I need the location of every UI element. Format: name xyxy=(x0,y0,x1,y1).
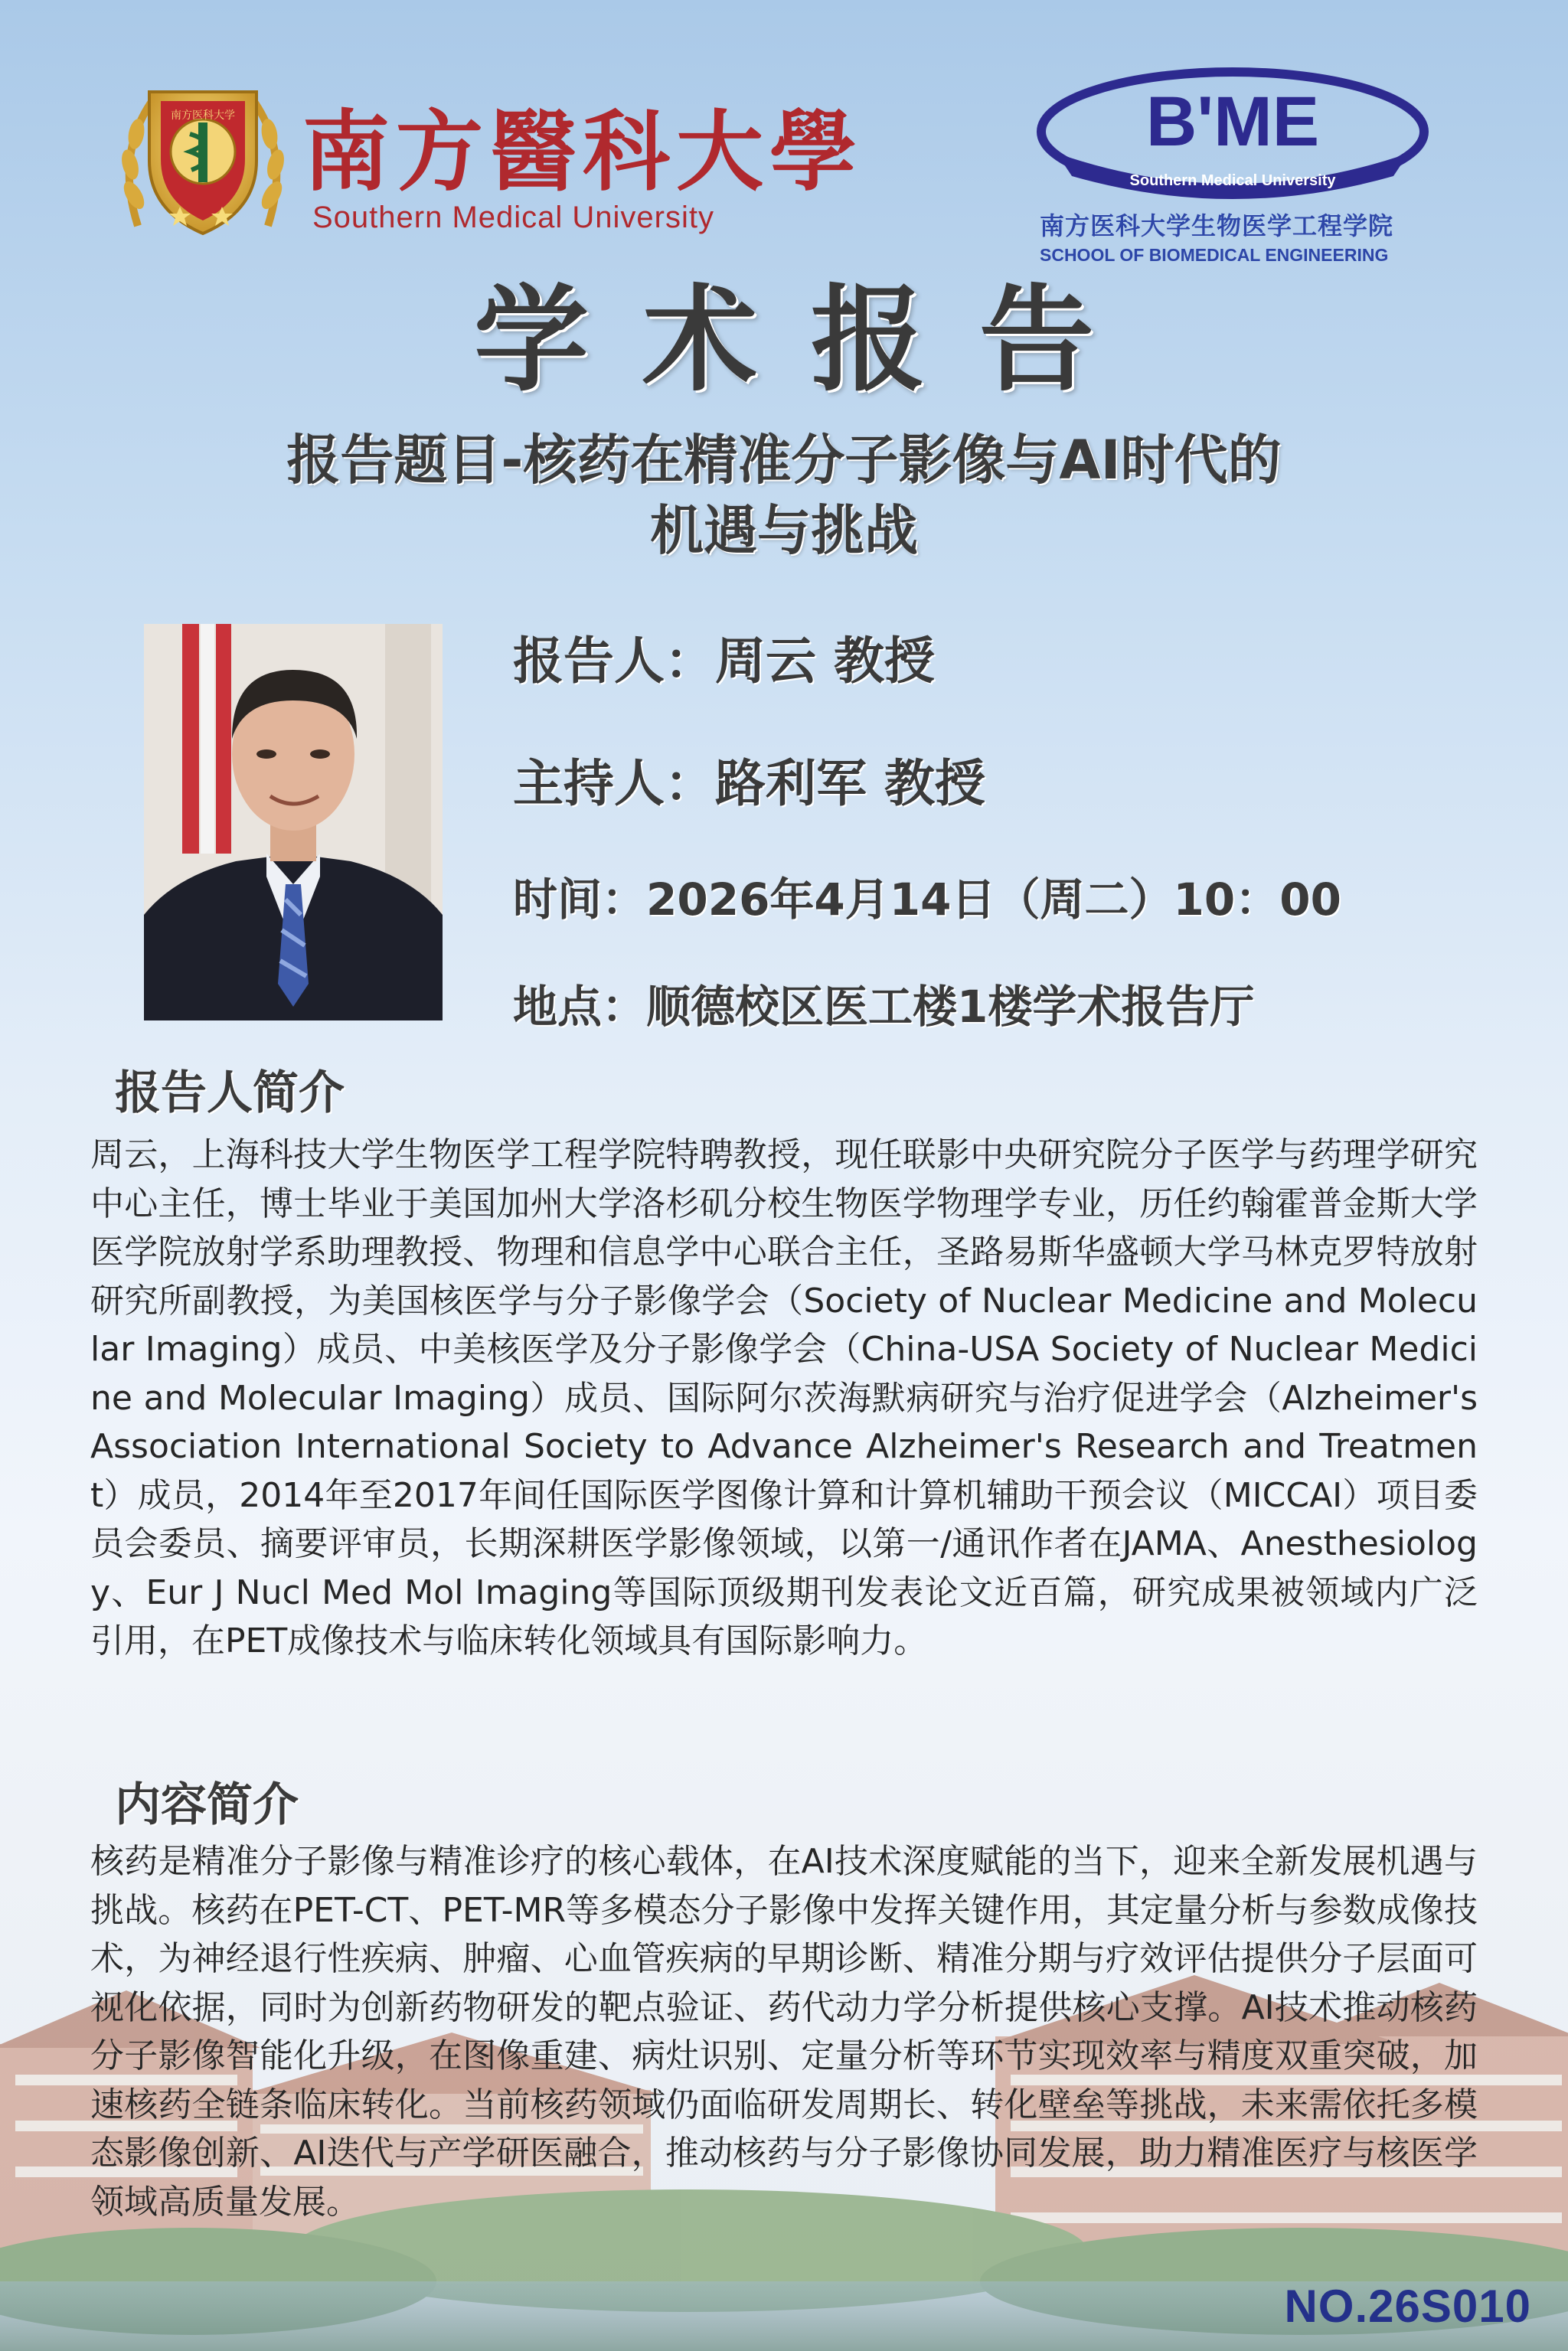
content-heading: 内容简介 xyxy=(115,1778,299,1832)
speaker-portrait-icon xyxy=(144,624,443,1020)
content-text: 核药是精准分子影像与精准诊疗的核心载体，在AI技术深度赋能的当下，迎来全新发展机遇与挑战。核药在PET-CT、PET-MR等多模态分子影像中发挥关键作用，其定量分析与参数成像技术，为神经退行性疾病、肿瘤、心血管疾病的早期诊断、精准分期与疗效评估提供分子层面可视化依据，同时为创新药物研发的靶点验证、药代动力学分析提供核心支撑。AI技术推动核药分子影像智能化升级，在图像重建、病灶识别、定量分析等环节实现效率与精度双重突破，加速核药全链条临床转化。当前核药领域仍面临研发周期长、转化壁垒等挑战，未来需依托多模态影像创新、AI迭代与产学研医融合，推动核药与分子影像协同发展，助力精准医疗与核医学领域高质量发展。 xyxy=(90,1842,1478,2222)
smu-crest-icon xyxy=(107,54,299,245)
poster-title: 学术报告 xyxy=(473,274,1148,407)
university-name-en: Southern Medical University xyxy=(312,201,714,234)
bme-logo-icon xyxy=(1034,61,1432,207)
university-name-cn: 南方醫科大學 xyxy=(302,100,864,203)
talk-title-line1: 报告题目-核药在精准分子影像与AI时代的 xyxy=(286,429,1282,491)
venue-line: 地点：顺德校区医工楼1楼学术报告厅 xyxy=(513,981,1255,1033)
bio-heading: 报告人简介 xyxy=(115,1066,345,1120)
speaker-photo xyxy=(144,624,443,1020)
speaker-line: 报告人：周云 教授 xyxy=(513,632,935,691)
bme-abbr: B'ME xyxy=(1145,83,1320,161)
poster-number: NO.26S010 xyxy=(1284,2281,1531,2332)
talk-title-line2: 机遇与挑战 xyxy=(650,499,918,562)
bio-text: 周云，上海科技大学生物医学工程学院特聘教授，现任联影中央研究院分子医学与药理学研究中心主任，博士毕业于美国加州大学洛杉矶分校生物医学物理学专业，历任约翰霍普金斯大学医学院放射学系助理教授、物理和信息学中心联合主任，圣路易斯华盛顿大学马林克罗特放射研究所副教授，为美国核医学与分子影像学会（Society of Nuclear Medicine and Molecular Imaging）成员、中美核医学及分子影像学会（China-USA Society of Nuclear Medicine and Molecular Imaging）成员、国际阿尔茨海默病研究与治疗促进学会（Alzheimer's Association International Society to Advance Alzheimer's Research and Treatment）成员，2014年至2017年间任国际医学图像计算和计算机辅助干预会议（MICCAI）项目委员会委员、摘要评审员，长期深耕医学影像领域，以第一/通讯作者在JAMA、Anesthesiology、Eur J Nucl Med Mol Imaging等国际顶级期刊发表论文近百篇，研究成果被领域内广泛引用，在PET成像技术与临床转化领域具有国际影响力。 xyxy=(90,1135,1478,1660)
crest-text: 南方医科大学 xyxy=(171,109,235,122)
time-line: 时间：2026年4月14日（周二）10：00 xyxy=(513,873,1341,926)
school-name-en: SCHOOL OF BIOMEDICAL ENGINEERING xyxy=(1040,245,1389,265)
school-name-cn: 南方医科大学生物医学工程学院 xyxy=(1040,211,1394,240)
talk-title xyxy=(77,425,1491,566)
bme-ring-text: Southern Medical University xyxy=(1129,172,1336,189)
host-line: 主持人：路利军 教授 xyxy=(513,754,985,813)
